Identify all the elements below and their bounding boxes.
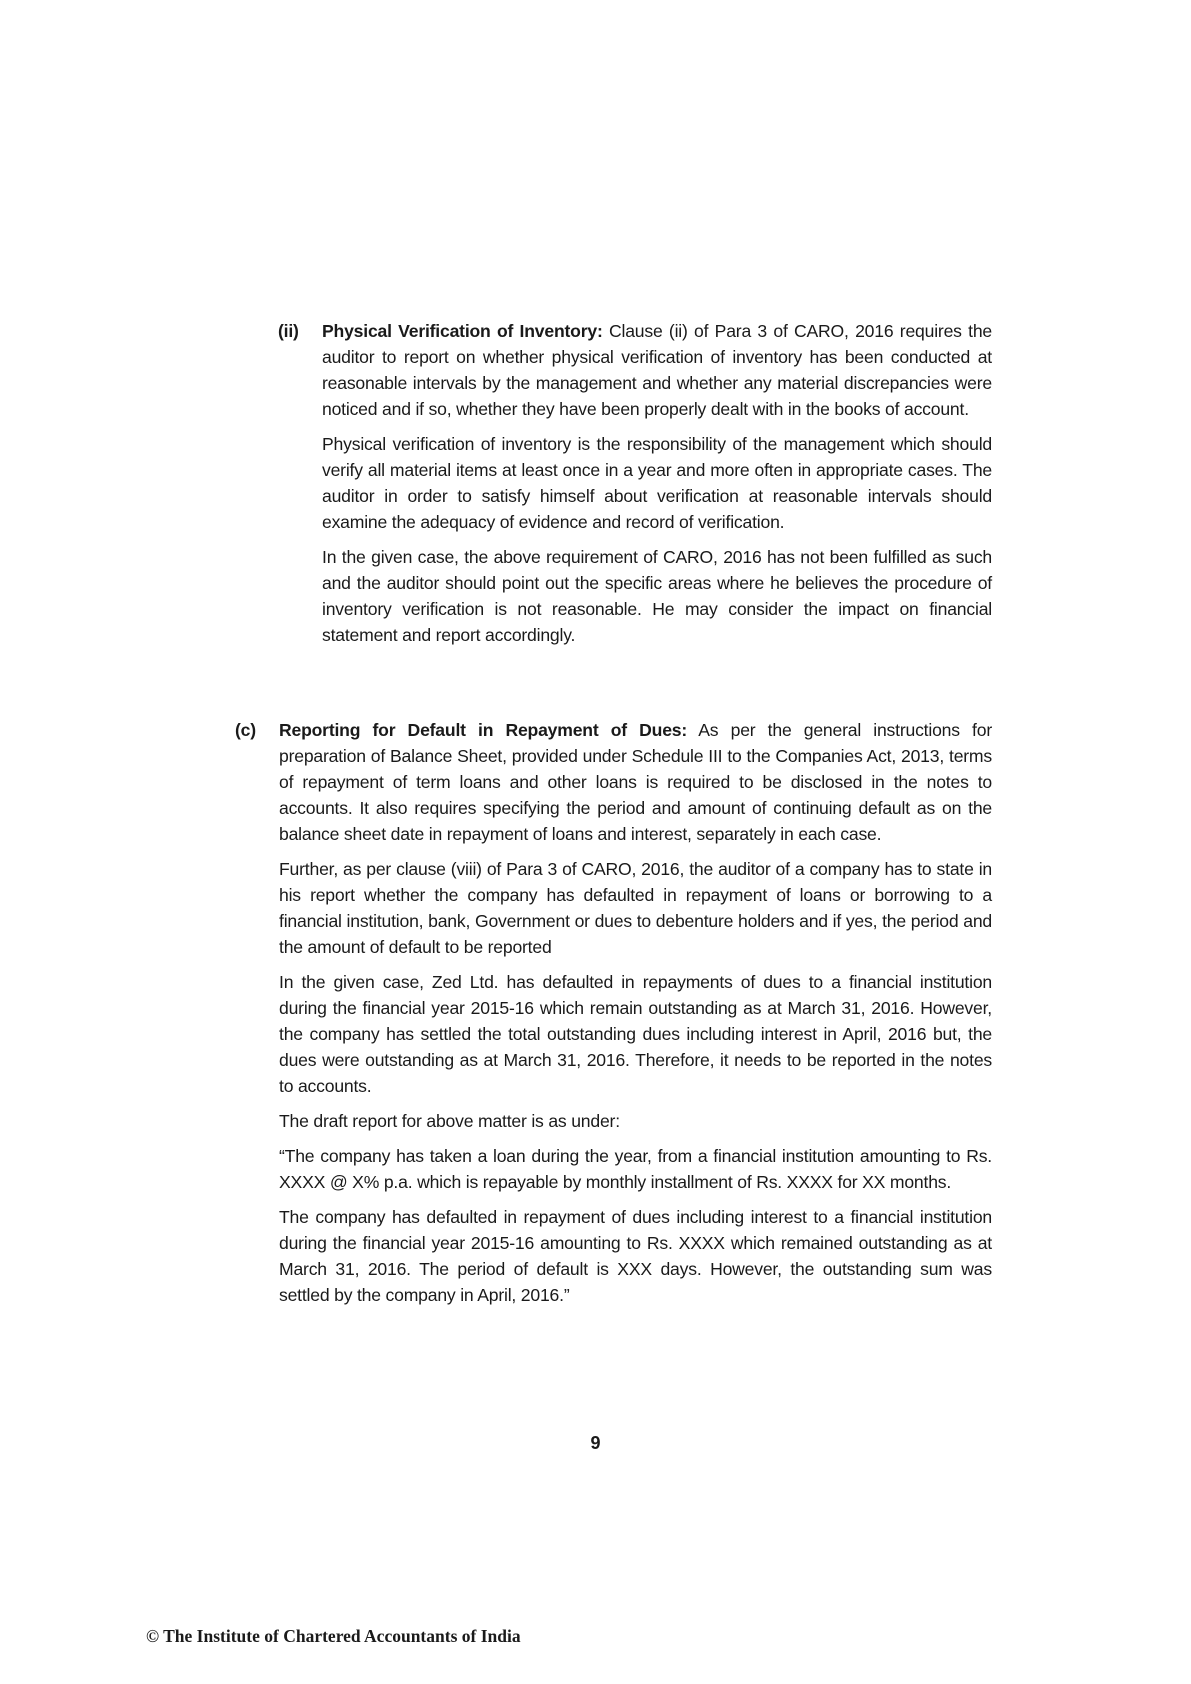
section-c-paragraph-1 xyxy=(279,717,992,847)
section-c-paragraph-1-text: As per the general instructions for preparation of Balance Sheet, provided under Schedule III to the Companies Act, 2013, terms of repayment of term loans and other loans is required to be disclosed in the notes to accounts. It also requires specifying the period and amount of continuing default as on the balance sheet date in repayment of loans and interest, separately in each case. xyxy=(279,720,992,844)
page-number: 9 xyxy=(590,1433,601,1453)
section-ii-physical-verification xyxy=(278,318,992,657)
section-c-label: (c) xyxy=(235,720,256,740)
section-c-default-reporting xyxy=(235,717,992,1317)
section-ii-paragraph-1-text: Clause (ii) of Para 3 of CARO, 2016 requires the auditor to report on whether physical verification of inventory has been conducted at reasonable intervals by the management and whether any material discrepancies were noticed and if so, whether they have been properly dealt with in the books of account. xyxy=(322,321,992,419)
section-c-paragraph-2: Further, as per clause (viii) of Para 3 of CARO, 2016, the auditor of a company has to state in his report whether the company has defaulted in repayment of loans or borrowing to a financial institution, bank, Government or dues to debenture holders and if yes, the period and the amount of default to be reported xyxy=(279,859,992,957)
section-c-paragraph-6: The company has defaulted in repayment of dues including interest to a financial institution during the financial year 2015-16 amounting to Rs. XXXX which remained outstanding as at March 31, 2016. The period of default is XXX days. However, the outstanding sum was settled by the company in April, 2016.” xyxy=(279,1207,992,1305)
section-c-paragraph-5: “The company has taken a loan during the year, from a financial institution amounting to Rs. XXXX @ X% p.a. which is repayable by monthly installment of Rs. XXXX for XX months. xyxy=(279,1146,992,1192)
section-ii-paragraph-3: In the given case, the above requirement of CARO, 2016 has not been fulfilled as such and the auditor should point out the specific areas where he believes the procedure of inventory verification is not reasonable. He may consider the impact on financial statement and report accordingly. xyxy=(322,547,992,645)
section-ii-paragraph-1 xyxy=(322,318,992,422)
footer-copyright: © The Institute of Chartered Accountants of India xyxy=(146,1626,521,1646)
section-c-paragraph-4: The draft report for above matter is as under: xyxy=(279,1111,620,1131)
section-c-heading: Reporting for Default in Repayment of Dues: xyxy=(279,720,688,740)
section-ii-label: (ii) xyxy=(278,321,299,341)
section-ii-paragraph-2: Physical verification of inventory is the responsibility of the management which should verify all material items at least once in a year and more often in appropriate cases. The auditor in order to satisfy himself about verification at reasonable intervals should examine the adequacy of evidence and record of verification. xyxy=(322,434,992,532)
section-ii-heading: Physical Verification of Inventory: xyxy=(322,321,603,341)
section-c-paragraph-3: In the given case, Zed Ltd. has defaulted in repayments of dues to a financial institution during the financial year 2015-16 which remain outstanding as at March 31, 2016. However, the company has settled the total outstanding dues including interest in April, 2016 but, the dues were outstanding as at March 31, 2016. Therefore, it needs to be reported in the notes to accounts. xyxy=(279,972,992,1096)
